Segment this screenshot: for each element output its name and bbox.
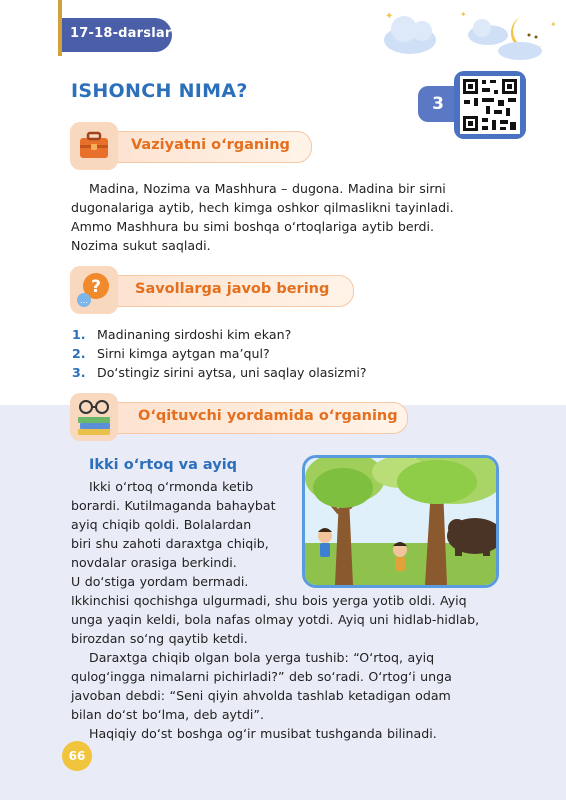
story-line: unga yaqin keldi, bola nafas olmay yotdi. Ayiq uni hidlab-hidlab, xyxy=(71,612,480,627)
story-line: Ikkinchisi qochishga ulgurmadi, shu bois yerga yotib oldi. Ayiq xyxy=(71,593,467,608)
page-number: 66 xyxy=(62,741,92,771)
story-illustration xyxy=(302,455,499,588)
situation-line: dugonalariga aytib, hech kimga oshkor qilmaslikni tayinladi. xyxy=(71,200,454,215)
svg-text:✦: ✦ xyxy=(385,11,394,22)
books-glasses-icon xyxy=(70,393,118,441)
lesson-tab-label: 17-18-darslar xyxy=(70,26,172,41)
page-title: ISHONCH NIMA? xyxy=(71,80,248,102)
questions-section xyxy=(70,266,360,316)
story-line: bilan doʻst boʻlma, deb aytdi”. xyxy=(71,707,264,722)
question-item xyxy=(72,363,512,382)
situation-heading: Vaziyatni oʻrganing xyxy=(131,137,290,153)
svg-text:✦: ✦ xyxy=(460,10,467,19)
lesson-tab xyxy=(58,18,172,52)
question-number: 1. xyxy=(72,327,86,342)
story-line: javoban debdi: “Seni qiyin ahvolda tashlab ketadigan odam xyxy=(71,688,451,703)
story-line: Ikki oʻrtoq oʻrmonda ketib xyxy=(89,479,254,494)
questions-heading-pill xyxy=(100,275,354,307)
situation-line: Ammo Mashhura bu simi boshqa oʻrtoqlariga aytib berdi. xyxy=(71,219,435,234)
story-line: novdalar orasiga berkindi. xyxy=(71,555,237,570)
question-bubble-icon xyxy=(70,266,118,314)
teacher-section xyxy=(70,393,415,443)
situation-text xyxy=(71,179,511,255)
lesson-number-badge: 3 xyxy=(418,86,458,122)
briefcase-icon xyxy=(70,122,118,170)
story-full-text xyxy=(71,591,511,743)
clouds-moon-icon xyxy=(370,5,560,75)
question-icon-box xyxy=(70,266,118,314)
situation-section xyxy=(70,122,320,172)
books-icon-box xyxy=(70,393,118,441)
situation-line: Nozima sukut saqladi. xyxy=(71,238,211,253)
svg-text:?: ? xyxy=(91,277,101,297)
story-line: Daraxtga chiqib olgan bola yerga tushib: “Oʻrtoq, ayiq xyxy=(89,650,435,665)
story-line: Haqiqiy doʻst boshga ogʻir musibat tushganda bilinadi. xyxy=(89,726,437,741)
question-item xyxy=(72,325,512,344)
question-text: Doʻstingiz sirini aytsa, uni saqlay olasizmi? xyxy=(97,365,367,380)
svg-text:✦: ✦ xyxy=(550,20,557,29)
questions-heading: Savollarga javob bering xyxy=(135,281,330,297)
story-wrapped-text xyxy=(71,477,296,591)
story-line: biri shu zahoti daraxtga chiqib, xyxy=(71,536,269,551)
story-line: borardi. Kutilmaganda bahaybat xyxy=(71,498,276,513)
teacher-heading-pill xyxy=(100,402,408,434)
question-number: 3. xyxy=(72,365,86,380)
question-text: Sirni kimga aytgan ma’qul? xyxy=(97,346,270,361)
story-line: qulogʻingga nimalarni pichirladi?” deb soʻradi. Oʻrtogʻi unga xyxy=(71,669,452,684)
svg-text:…: … xyxy=(80,296,88,305)
story-line: U doʻstiga yordam bermadi. xyxy=(71,574,249,589)
situation-line: Madina, Nozima va Mashhura – dugona. Madina bir sirni xyxy=(89,181,446,196)
story-line: birozdan soʻng qaytib ketdi. xyxy=(71,631,248,646)
teacher-heading: Oʻqituvchi yordamida oʻrganing xyxy=(138,408,398,424)
story-line: ayiq chiqib qoldi. Bolalardan xyxy=(71,517,252,532)
question-text: Madinaning sirdoshi kim ekan? xyxy=(97,327,292,342)
story-title: Ikki oʻrtoq va ayiq xyxy=(89,457,238,473)
briefcase-icon-box xyxy=(70,122,118,170)
bookmark-stripe xyxy=(58,0,62,56)
question-number: 2. xyxy=(72,346,86,361)
questions-list xyxy=(72,325,512,382)
question-item xyxy=(72,344,512,363)
situation-heading-pill xyxy=(100,131,312,163)
qr-code-icon[interactable] xyxy=(454,71,526,139)
